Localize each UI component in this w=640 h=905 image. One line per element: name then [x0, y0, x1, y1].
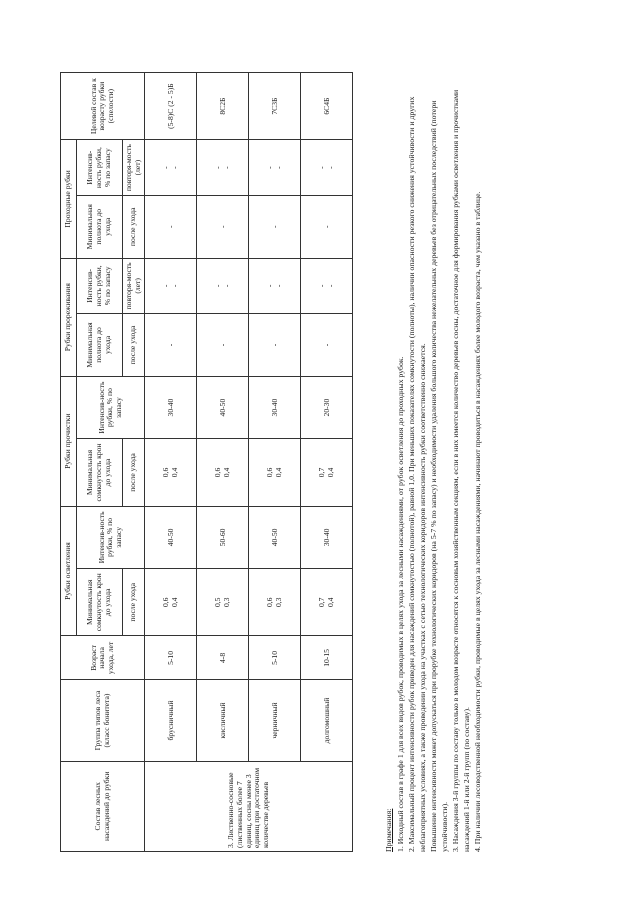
header-intensity-osv: Интенсив-ность рубки, % по запасу	[77, 506, 145, 569]
header-age: Возраст начала ухода, лет	[61, 636, 145, 680]
header-prored: Рубки прореживания	[61, 258, 77, 376]
header-repeat-prohod: повторя-мость (лет)	[123, 140, 145, 196]
note-3: 3. Насаждения 3-й группы по составу только в молодом возрасте относятся к сосновым хозяйственным секциям, если в них имеется количество деревьев сосны, достаточное для формирования рубками осветления и прочистками насаждений 1-й или 2-й групп (по составу).	[451, 89, 471, 852]
age-cell: 5-10	[249, 636, 301, 680]
prored-after-cell: -	[249, 314, 301, 377]
group-label: 3. Лиственно-сосновые (лиственных более 7 единиц, сосны менее 3 единиц при достаточном количестве деревьев	[145, 761, 353, 851]
pro-density-cell: 0,6 0,4	[249, 439, 301, 506]
prohod-after-cell: -	[145, 195, 197, 258]
forest-type-cell: долгомошный	[301, 680, 353, 761]
prohod-intensity-cell: - -	[301, 140, 353, 196]
target-cell: 6С4Б	[301, 73, 353, 140]
header-intensity-prored: Интенсив-ность рубки, % по запасу	[77, 258, 123, 314]
forest-type-cell: кисличный	[197, 680, 249, 761]
target-cell: 7С3Б	[249, 73, 301, 140]
note-1: 1. Исходный состав в графе 1 для всех видов рубок, проводимых в целях ухода за лесными насаждениями, от рубок осветления до проходных рубок.	[395, 356, 405, 852]
note-2-continued: Повышение интенсивности может допускаться при прорубке технологических коридоров (на 5-7 % по запасу) и необходимости удаления большого количества нежелательных деревьев без отрицательных последствий (потери устойчивости).	[429, 100, 449, 852]
age-cell: 5-10	[145, 636, 197, 680]
age-cell: 10-15	[301, 636, 353, 680]
header-target: Целевой состав к возрасту рубки (спелости)	[61, 73, 145, 140]
pro-density-cell: 0,6 0,4	[197, 439, 249, 506]
rotated-document-page	[50, 32, 590, 872]
header-min-density-osv: Минимальная сомкнутость крон до ухода	[77, 569, 123, 636]
prohod-after-cell: -	[249, 195, 301, 258]
header-after-prored: после ухода	[123, 314, 145, 377]
osv-density-cell: 0,6 0,3	[249, 569, 301, 636]
header-pro: Рубки прочистки	[61, 376, 77, 506]
table-row	[249, 73, 301, 852]
header-after-prohod: после ухода	[123, 195, 145, 258]
prored-after-cell: -	[145, 314, 197, 377]
table-row	[197, 73, 249, 852]
pro-intensity-cell: 40-50	[197, 376, 249, 439]
header-osv: Рубки осветления	[61, 506, 77, 636]
header-after-osv: после ухода	[123, 569, 145, 636]
prohod-after-cell: -	[301, 195, 353, 258]
osv-intensity-cell: 30-40	[301, 506, 353, 569]
header-repeat-prored: повторя-мость (лет)	[123, 258, 145, 314]
pro-intensity-cell: 20-30	[301, 376, 353, 439]
osv-density-cell: 0,5 0,3	[197, 569, 249, 636]
forest-type-cell: черничный	[249, 680, 301, 761]
prored-intensity-cell: - -	[301, 258, 353, 314]
osv-intensity-cell: 50-60	[197, 506, 249, 569]
osv-intensity-cell: 40-50	[145, 506, 197, 569]
header-min-density-prohod: Минимальная полнота до ухода	[77, 195, 123, 258]
pro-intensity-cell: 30-40	[145, 376, 197, 439]
header-composition: Состав лесных насаждений до рубки	[61, 761, 145, 851]
header-min-density-pro: Минимальная сомкнутость крон до ухода	[77, 439, 123, 506]
osv-density-cell: 0,6 0,4	[145, 569, 197, 636]
header-prohod: Проходные рубки	[61, 140, 77, 258]
thinning-regime-table	[60, 72, 353, 852]
header-forest-type: Группа типов леса (класс бонитета)	[61, 680, 145, 761]
forest-type-cell: брусничный	[145, 680, 197, 761]
note-2: 2. Максимальный процент интенсивности рубок приведен для насаждений сомкнутостью (полнотой), равной 1,0. При меньших показателях сомкнутости (полноты), наличии опасности резкого снижения устойчивости и других неблагоприятных условиях, а также проведении ухода на участках с сетью технологических коридоров интенсивность рубки соответственно снижается.	[407, 96, 427, 852]
note-4: 4. При наличии лесоводственной необходимости рубки, проводимые в целях ухода за лесными насаждениями, начинают проводиться в насаждениях более молодого возраста, чем указано в таблице.	[473, 191, 483, 852]
prohod-after-cell: -	[197, 195, 249, 258]
osv-intensity-cell: 40-50	[249, 506, 301, 569]
header-after-pro: после ухода	[123, 439, 145, 506]
notes-section	[384, 52, 485, 852]
header-min-density-prored: Минимальная полнота до ухода	[77, 314, 123, 377]
header-intensity-prohod: Интенсив-ность рубки, % по запасу	[77, 140, 123, 196]
table-row	[145, 73, 197, 852]
table-row	[301, 73, 353, 852]
target-cell: 8С2Б	[197, 73, 249, 140]
pro-density-cell: 0,7 0,4	[301, 439, 353, 506]
prohod-intensity-cell: - -	[249, 140, 301, 196]
osv-density-cell: 0,7 0,4	[301, 569, 353, 636]
prored-intensity-cell: - -	[197, 258, 249, 314]
pro-intensity-cell: 30-40	[249, 376, 301, 439]
target-cell: (5-8)С (2 - 5)Б	[145, 73, 197, 140]
header-intensity-pro: Интенсив-ность рубки, % по запасу	[77, 376, 145, 439]
prored-intensity-cell: - -	[249, 258, 301, 314]
age-cell: 4-8	[197, 636, 249, 680]
prohod-intensity-cell: - -	[197, 140, 249, 196]
prored-after-cell: -	[301, 314, 353, 377]
prored-after-cell: -	[197, 314, 249, 377]
prored-intensity-cell: - -	[145, 258, 197, 314]
prohod-intensity-cell: - -	[145, 140, 197, 196]
notes-title: Примечания:	[384, 808, 393, 852]
pro-density-cell: 0,6 0,4	[145, 439, 197, 506]
